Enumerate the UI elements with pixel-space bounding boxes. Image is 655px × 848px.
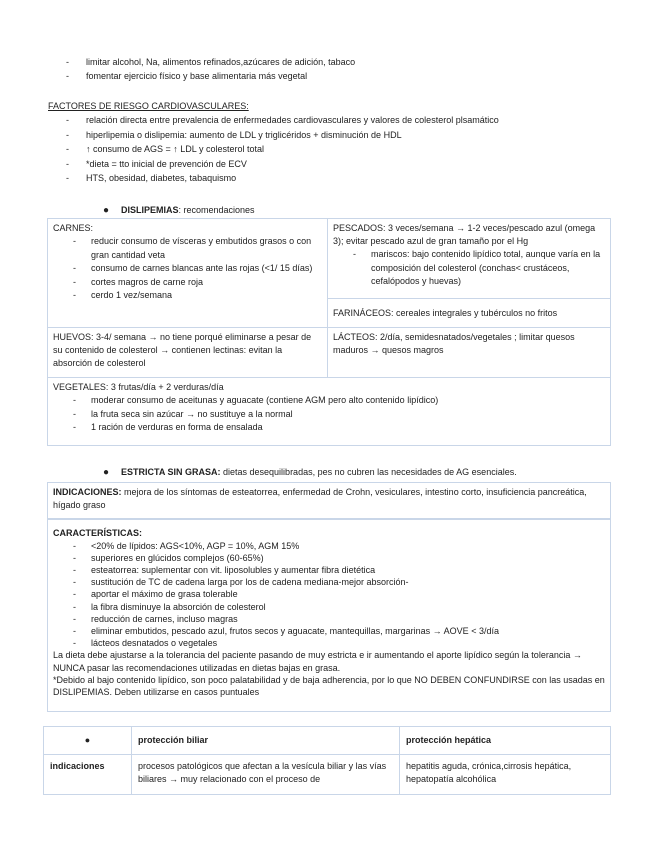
list-item: - superiores en glúcidos complejos (60-65%): [53, 552, 605, 564]
bullet-icon: ●: [103, 205, 110, 216]
list-item: - cerdo 1 vez/semana: [53, 289, 322, 303]
top-list: [66, 55, 606, 83]
list-item: - reducción de carnes, incluso magras: [53, 613, 605, 625]
pescados-list: [333, 248, 605, 289]
risk-factor-list: [66, 113, 626, 186]
list-item: - hiperlipemia o dislipemia: aumento de LDL y triglicéridos + disminución de HDL: [66, 128, 626, 143]
list-item: - relación directa entre prevalencia de enfermedades cardiovasculares y valores de colesterol plsamático: [66, 113, 626, 128]
list-item: - reducir consumo de vísceras y embutidos grasos o con gran cantidad veta: [53, 235, 322, 262]
list-item: - mariscos: bajo contenido lipídico total, aunque varía en la composición del colesterol (conchas< crustáceos, cefalópodos y huevas): [333, 248, 605, 289]
list-item: - eliminar embutidos, pescado azul, frutos secos y aguacate, mantequillas, margarinas → AOVE < 3/día: [53, 625, 605, 637]
list-item: - *dieta = tto inicial de prevención de ECV: [66, 157, 626, 172]
dislipemias-heading: [103, 204, 255, 217]
dislipemias-title: DISLIPEMIAS: [121, 205, 179, 215]
list-item: - fomentar ejercicio físico y base alimentaria más vegetal: [66, 69, 606, 83]
bullet-icon: ●: [103, 467, 110, 478]
list-item: - la fruta seca sin azúcar → no sustituye a la normal: [53, 408, 605, 422]
tolerance-note: La dieta debe ajustarse a la tolerancia del paciente pasando de muy estricta e ir aumentando el aporte lipídico según la tolerancia → NUNCA pasar las recomendaciones utilizadas en dietas bajas en grasa.: [53, 650, 582, 673]
indicaciones-body: mejora de los síntomas de esteatorrea, enfermedad de Crohn, vesiculares, intestino corto, insuficiencia pancreática, hígado graso: [53, 487, 587, 510]
corner-bullet: ●: [44, 727, 132, 755]
list-item: - limitar alcohol, Na, alimentos refinados,azúcares de adición, tabaco: [66, 55, 606, 69]
list-item: - esteatorrea: suplementar con vit. liposolubles y aumentar fibra dietética: [53, 564, 605, 576]
vegetales-list: [53, 394, 605, 435]
dislipemias-subtitle: : recomendaciones: [178, 205, 255, 215]
indicaciones-label: INDICACIONES:: [53, 487, 122, 497]
section-title: FACTORES DE RIESGO CARDIOVASCULARES:: [48, 101, 249, 111]
list-item: - la fibra disminuye la absorción de colesterol: [53, 601, 605, 613]
caracteristicas-list: [53, 540, 605, 650]
list-item: - aportar el máximo de grasa tolerable: [53, 588, 605, 600]
row-label-indicaciones: indicaciones: [44, 755, 132, 795]
list-item: - <20% de lípidos: AGS<10%, AGP = 10%, AGM 15%: [53, 540, 605, 552]
list-item: - lácteos desnatados o vegetales: [53, 637, 605, 649]
pescados-cell: [328, 219, 611, 299]
caracteristicas-label: CARACTERÍSTICAS:: [53, 528, 142, 538]
cell-biliar: procesos patológicos que afectan a la vesícula biliar y las vías biliares → muy relacionado con el proceso de: [132, 755, 400, 795]
adherence-note: *Debido al bajo contenido lipídico, son poco palatabilidad y de baja adherencia, por lo que NO DEBEN CONFUNDIRSE con las usadas en DISLIPEMIAS. Deben utilizarse en casos puntuales: [53, 674, 605, 697]
carnes-list: [53, 235, 322, 303]
sin-grasa-heading: [103, 466, 517, 479]
header-hepatica: protección hepática: [400, 727, 611, 755]
pescados-text: PESCADOS: 3 veces/semana → 1-2 veces/pescado azul (omega 3); evitar pescado azul de gran tamaño por el Hg: [333, 223, 596, 246]
sin-grasa-title: ESTRICTA SIN GRASA:: [121, 467, 221, 477]
indicaciones-text: [53, 486, 605, 511]
carnes-cell: [48, 219, 328, 328]
list-item: - HTS, obesidad, diabetes, tabaquismo: [66, 171, 626, 186]
dislipemias-table: [47, 218, 611, 446]
list-item: - 1 ración de verduras en forma de ensalada: [53, 421, 605, 435]
vegetales-cell: [48, 378, 611, 446]
proteccion-table: [43, 726, 611, 795]
header-biliar: protección biliar: [132, 727, 400, 755]
cell-hepatica: hepatitis aguda, crónica,cirrosis hepática, hepatopatía alcohólica: [400, 755, 611, 795]
vegetales-title: VEGETALES: 3 frutas/día + 2 verduras/día: [53, 382, 224, 392]
sin-grasa-subtitle: dietas desequilibradas, pes no cubren las necesidades de AG esenciales.: [220, 467, 517, 477]
farinaceos-cell: FARINÁCEOS: cereales integrales y tubérculos no fritos: [328, 299, 611, 328]
caracteristicas-box: [47, 519, 611, 712]
list-item: - ↑ consumo de AGS = ↑ LDL y colesterol total: [66, 142, 626, 157]
indicaciones-box: [47, 482, 611, 519]
list-item: - consumo de carnes blancas ante las rojas (<1/ 15 días): [53, 262, 322, 276]
list-item: - moderar consumo de aceitunas y aguacate (contiene AGM pero alto contenido lipídico): [53, 394, 605, 408]
list-item: - sustitución de TC de cadena larga por los de cadena mediana-mejor absorción-: [53, 576, 605, 588]
huevos-cell: HUEVOS: 3-4/ semana → no tiene porqué eliminarse a pesar de su contenido de colesterol → contienen lectinas: evitan la absorción de colesterol: [48, 328, 328, 378]
lacteos-cell: LÁCTEOS: 2/día, semidesnatados/vegetales ; limitar quesos maduros → quesos magros: [328, 328, 611, 378]
list-item: - cortes magros de carne roja: [53, 276, 322, 290]
carnes-title: CARNES:: [53, 223, 94, 233]
